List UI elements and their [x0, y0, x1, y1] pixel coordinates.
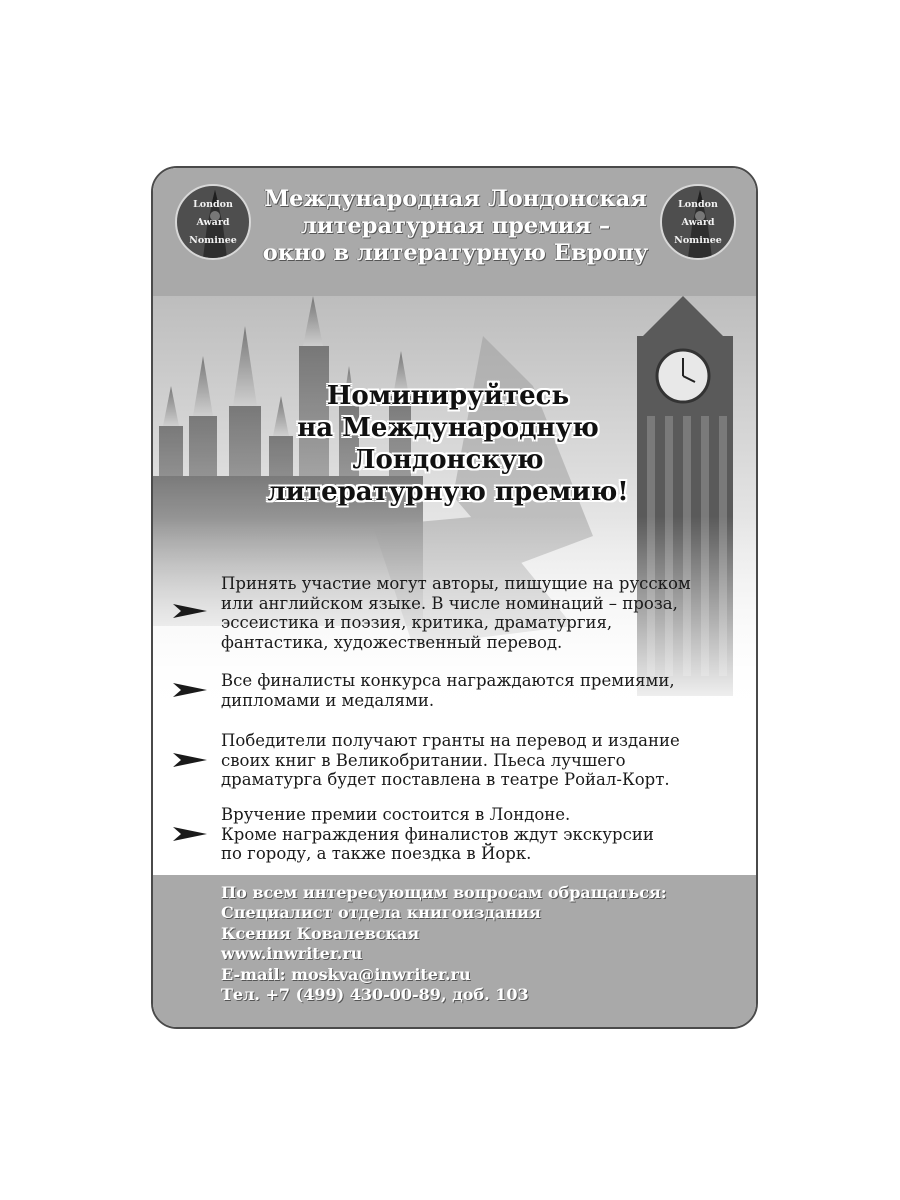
- seal-text-nominee: Nominee: [189, 235, 237, 246]
- seal-text-award: Award: [196, 217, 230, 228]
- paper-plane-arrow-icon: [173, 751, 207, 769]
- headline-line: на Международную: [297, 413, 599, 443]
- seal-text-nominee: Nominee: [674, 235, 722, 246]
- london-award-seal-left: [175, 184, 251, 260]
- hero-image-london: [153, 296, 756, 716]
- contact-band: [153, 875, 756, 1027]
- contact-info: [221, 883, 741, 1005]
- list-item-text: Победители получают гранты на перевод и издание своих книг в Великобритании. Пьеса лучшего драматурга будет поставлена в театре Ройал-Корт.: [221, 731, 680, 789]
- paper-plane-arrow-icon: [173, 602, 207, 620]
- list-item-text: Принять участие могут авторы, пишущие на русском или английском языке. В числе номинаций – проза, эссеистика и поэзия, критика, драматургия, фантастика, художественный перевод.: [221, 574, 691, 652]
- seal-text-london: London: [193, 199, 233, 210]
- list-item-text: Вручение премии состоится в Лондоне. Кроме награждения финалистов ждут экскурсии по городу, а также поездка в Йорк.: [221, 805, 654, 863]
- paper-plane-arrow-icon: [173, 825, 207, 843]
- header-title: [253, 186, 658, 267]
- paper-plane-arrow-icon: [173, 681, 207, 699]
- headline-line: Лондонскую: [352, 445, 544, 475]
- seal-text-award: Award: [681, 217, 715, 228]
- contact-line: По всем интересующим вопросам обращаться:: [221, 883, 667, 902]
- contact-line: Ксения Ковалевская: [221, 923, 420, 943]
- website-link[interactable]: www.inwriter.ru: [221, 944, 363, 964]
- phone-line: Тел. +7 (499) 430-00-89, доб. 103: [221, 985, 529, 1005]
- seal-text-london: London: [678, 199, 718, 210]
- advertisement-card: [151, 166, 758, 1029]
- headline-line: литературную премию!: [267, 477, 629, 507]
- header-title-line: литературная премия –: [300, 213, 611, 239]
- list-item-text: Все финалисты конкурса награждаются премиями, дипломами и медалями.: [221, 671, 675, 710]
- header-band: [153, 168, 756, 296]
- email-link[interactable]: E-mail: moskva@inwriter.ru: [221, 964, 471, 984]
- header-title-line: окно в литературную Европу: [262, 240, 649, 266]
- contact-line: Специалист отдела книгоиздания: [221, 903, 541, 923]
- headline-line: Номинируйтесь: [326, 381, 570, 411]
- main-headline: [213, 380, 683, 508]
- london-award-seal-right: [660, 184, 736, 260]
- header-title-line: Международная Лондонская: [264, 186, 647, 212]
